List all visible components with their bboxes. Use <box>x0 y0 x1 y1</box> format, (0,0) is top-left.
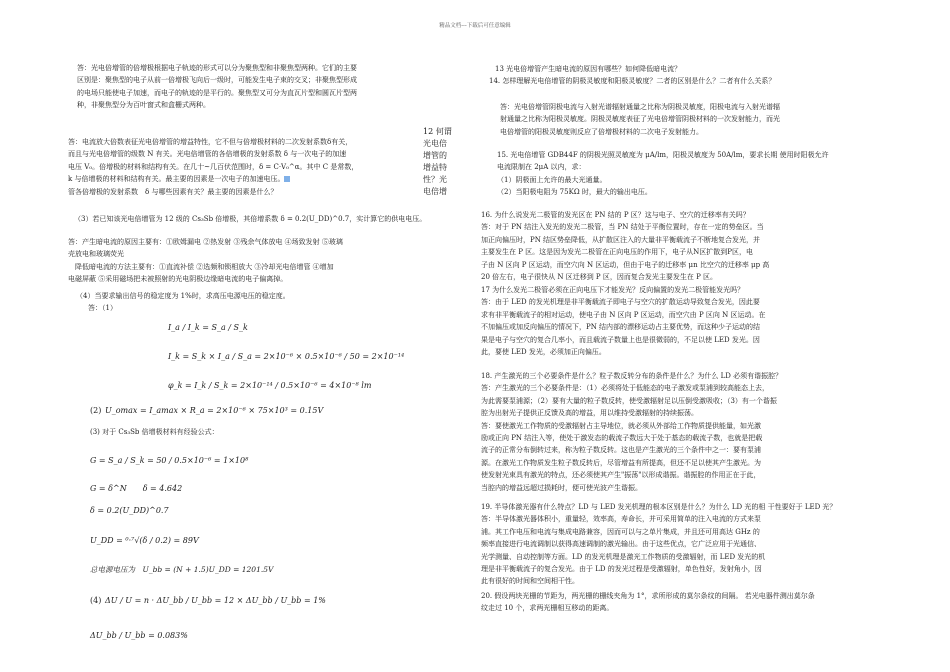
text-line <box>68 173 418 185</box>
text-line: 当腔内的增益远超过损耗时，便可使光波产生谐振。 <box>481 483 642 492</box>
text-line: 答：光电倍增管阴极电流与入射光谱辐射通量之比称为阴极灵敏度，阳极电流与入射光谱辐 <box>500 103 780 111</box>
page-header: 精品文档---下载后可任意编辑 <box>439 23 511 29</box>
text-line: 主要发生在 P 区。这是因为发光二极管在正向电压的作用下，电子从N区扩散到P区，电 <box>481 248 753 257</box>
text-line: 光学测量、自动控制等方面。LD 的发光机理是激光工作物质的受激辐射，而 LED 发光的机 <box>481 552 766 561</box>
left-intro <box>77 62 477 112</box>
text-line: 答：（1） <box>88 304 117 313</box>
text-line: 答：产生激光的三个必要条件是：（1）必须将处于低能态的电子激发或泵浦到较高能态上去， <box>481 384 769 393</box>
q3-text <box>74 213 464 225</box>
text-line: 答：要使激光工作物质的受激辐射占主导地位，就必须从外部给工作物质提供能量，如光激 <box>481 421 761 430</box>
text-line: k 与倍增极的材料和结构有关。最主要的因素是一次电子的加速电压。 <box>68 175 285 184</box>
question-16 <box>481 209 885 283</box>
text-line: 为此需要泵浦源；（2）要有大量的粒子数反转，使受激辐射足以压倒受激吸收；（3）有一个谐振 <box>481 396 777 405</box>
equation-3: φ_k = I_k / S_k = 2×10⁻¹⁴ / 0.5×10⁻⁶ = 4×10⁻⁸ lm <box>168 381 372 390</box>
text-line: 种，非聚焦型分为百叶窗式和盒栅式两种。 <box>77 101 210 110</box>
text-line: 降低暗电流的方法主要有：①直流补偿 ②选频和锁相放大 ③冷却光电倍增管 ④增加 <box>68 262 334 271</box>
text-line: （4）当要求输出信号的稳定度为 1%时，求高压电源电压的稳定度。 <box>76 292 290 300</box>
question-18 <box>481 370 885 494</box>
text-line: 腔为出射光子提供正反馈及高的增益，用以维持受激辐射的持续振荡。 <box>481 409 698 418</box>
text-line: （2）当阳极电阻为 75KΩ 时，最大的输出电压。 <box>497 188 652 197</box>
question-14: 14. 怎样理解光电倍增管的阴极灵敏度和阳极灵敏度？二者的区别是什么？二者有什么关系？ <box>489 77 776 86</box>
text-line: 此，要使 LED 发光，必须加正向偏压。 <box>481 348 606 357</box>
equation-8: δ = 0.2(U_DD)^0.7 <box>90 506 169 515</box>
dark-current-answer <box>68 236 468 286</box>
text-line: 性？光 <box>423 175 447 184</box>
text-line: 答：半导体激光器体积小，重量轻，效率高，寿命长，并可采用简单的注入电流的方式来泵 <box>481 515 761 524</box>
text-line: 光电倍 <box>423 139 447 148</box>
text-line: 增益特 <box>423 163 447 172</box>
text-line: 理是非平衡载流子的复合发光。由于 LD 的发光过程是受激辐射，单色性好，发射角小，因 <box>481 565 762 574</box>
q4-text <box>76 290 456 315</box>
text-line: 流子的正常分布倒转过来，称为粒子数反转。这也是产生激光的三个条件中之一：要有泵浦 <box>481 446 761 455</box>
equation-7: G = δ^N δ = 4.642 <box>90 484 183 493</box>
text-line: （3）若已知该光电倍增管为 12 级的 Cs₃Sb 倍增极，其倍增系数 δ = 0.2(U_DD)^0.7，实计算它的供电电压。 <box>74 215 427 223</box>
question-17 <box>481 284 885 358</box>
text-line: 电压 V₀。倍增极的材料和结构有关。在几十~几百伏范围时，δ = C·V₀^α。其中 C 是常数， <box>68 162 359 171</box>
question-19 <box>481 501 885 588</box>
text-line: 励或正向 PN 结注入等，使处于激发态的载流子数远大于处于基态的载流子数，也就是把载 <box>481 434 763 443</box>
equation-2: I_k = S_k × I_a / S_a = 2×10⁻⁶ × 0.5×10⁻⁶ / 50 = 2×10⁻¹⁴ <box>168 352 405 361</box>
text-line: 19. 半导体激光器有什么特点？LD 与 LED 发光机理的根本区别是什么？为什么 LD 光的相 干性要好于 LED 光？ <box>481 503 837 511</box>
text-line: 答：产生暗电流的原因主要有：①欧姆漏电 ②热发射 ③残余气体放电 ④场致发射 ⑤玻璃 <box>68 238 343 246</box>
text-line: 答：对于 PN 结注入发光的发光二极管，当 PN 结处于平衡位置时，存在一定的势垒区。当 <box>481 223 764 232</box>
equation-12: ΔU_bb / U_bb = 0.083% <box>90 631 188 640</box>
text-line: 增管的 <box>423 151 447 160</box>
text-line: 答：光电倍增管的倍增极根据电子轨迹的形式可以分为聚焦型和非聚焦型两种。它们的主要 <box>77 64 357 72</box>
text-line: 电流限制在 2μA 以内，求： <box>497 163 586 172</box>
text-line: 此有很好的时间和空间相干性。 <box>481 577 579 586</box>
equation-11: ΔU / U = n · ΔU_bb / U_bb = 12 × ΔU_bb / U_bb = 1% <box>105 596 326 605</box>
text-line: 求有非平衡载流子的相对运动，使电子由 N 区向 P 区运动，而空穴由 P 区向 N 区运动。在 <box>481 310 766 319</box>
text-line: 纹走过 10 个，求两光栅相互移动的距离。 <box>481 604 614 613</box>
text-line: 源。在激光工作物质发生粒子数反转后，尽管增益有所提高，但还不足以使其产生激光。为 <box>481 458 761 467</box>
text-line: 18. 产生激光的三个必要条件是什么？粒子数反转分布的条件是什么？为什么 LD 必须有谐振腔？ <box>481 372 783 380</box>
text-line: 电倍增 <box>423 187 447 196</box>
text-line: 12 何谓 <box>423 127 452 136</box>
text-line: 20. 假设两块光栅的节距为，两光栅的栅线夹角为 1°，求所形成的莫尔条纹的间隔。 若光电器件测出莫尔条 <box>481 592 815 600</box>
text-line: 浦。其工作电压和电流与集成电路兼容，因而可以与之单片集成，并且还可用高达 GHz 的 <box>481 527 760 536</box>
equation-4-label: (2) <box>90 406 102 415</box>
text-line: 16. 为什么说发光二极管的发光区在 PN 结的 P 区？这与电子、空穴的迁移率有关吗？ <box>481 211 750 219</box>
equation-9: U_DD = ⁰·⁷√(δ / 0.2) = 89V <box>90 536 199 545</box>
text-line: 15. 光电倍增管 GDB44F 的阴极光照灵敏度为 μA/lm，阳极灵敏度为 50A/lm，要求长期 使用时阳极允许 <box>497 151 829 159</box>
text-line: 加正向偏压时，PN 结区势垒降低，从扩散区注入的大量非平衡载流子不断地复合发光，并 <box>481 235 761 244</box>
text-line: 壳放电和玻璃荧光 <box>68 250 124 259</box>
text-line: 17 为什么发光二极管必须在正向电压下才能发光？反向偏置的发光二极管能发光吗？ <box>481 286 745 294</box>
equation-5-label: (3) 对于 Cs₃Sb 倍增极材料有经验公式： <box>90 428 219 436</box>
right-column <box>481 63 885 88</box>
text-line: 频率直接进行电流调制以获得高速调制的激光输出。由于这些优点，它广泛应用于光通信、 <box>481 540 761 549</box>
text-line: 电磁屏蔽 ⑤采用磁场把未被照射的光电阴极边缘暗电流的电子偏离掉。 <box>68 275 288 284</box>
gain-answer <box>68 136 418 198</box>
text-line: 答：电流放大倍数表征光电倍增管的增益特性，它不但与倍增极材料的二次发射系数δ有关， <box>68 138 353 146</box>
equation-1: I_a / I_k = S_a / S_k <box>168 323 248 332</box>
text-line: 使发射光束具有激光的特点，还必须使其产生"振荡"以形成谐振。谐振腔的作用正在于此， <box>481 471 761 480</box>
text-line: 答：由于 LED 的发光机理是非平衡载流子即电子与空穴的扩散运动导致复合发光，因此要 <box>481 298 760 307</box>
text-line: 20 倍左右，电子很快从 N 区迁移到 P 区，因而复合发光主要发生在 P 区。 <box>481 273 718 282</box>
text-line: 的电场只能使电子加速，而电子的轨迹的是平行的。聚焦型又可分为直瓦片型和圆瓦片型两 <box>77 88 357 97</box>
question-13: 13 光电倍增管产生暗电流的原因有哪些？如何降低暗电流？ <box>495 65 682 73</box>
text-line: （1）阴极面上允许的最大光通量。 <box>497 175 607 184</box>
highlight-marker <box>284 176 290 182</box>
question-text: 管各倍增极的发射系数 δ 与哪些因素有关？最主要的因素是什么？ <box>68 187 278 196</box>
equation-6: G = S_a / S_k = 50 / 0.5×10⁻⁶ = 1×10⁸ <box>90 456 249 465</box>
equation-10: 总电源电压为 U_bb = (N + 1.5)U_DD = 1201.5V <box>90 565 274 574</box>
question-20 <box>481 590 885 615</box>
text-line: 电倍增管的阳极灵敏度则反应了倍增极材料的二次电子发射能力。 <box>500 127 703 136</box>
text-line: 不加偏压或加反向偏压的情况下，PN 结内部的漂移运动占主要优势，而这种少子运动的结 <box>481 323 761 332</box>
equation-4: U_omax = I_amax × R_a = 2×10⁻⁶ × 75×10³ = 0.15V <box>105 406 324 415</box>
side-question <box>423 126 459 198</box>
answer-14 <box>500 101 885 138</box>
question-15 <box>497 149 885 199</box>
text-line: 射通量之比称为阳极灵敏度。阴极灵敏度表征了光电倍增管阴极材料的一次发射能力，而光 <box>500 115 780 124</box>
equation-11-label: (4) <box>90 596 102 605</box>
text-line: 子由 N 区向 P 区运动，而空穴向 N 区运动，但由于电子的迁移率 μn 比空穴的迁移率 μp 高 <box>481 260 770 269</box>
text-line: 果是电子与空穴的复合几率小，而且载流子数量上也是很微弱的，不足以使 LED 发光。因 <box>481 335 760 344</box>
text-line: 区别是：聚焦型的电子从前一倍增极飞向后一级时，可能发生电子束的交叉；非聚焦型形成 <box>77 76 357 85</box>
text-line: 而且与光电倍增管的级数 N 有关。光电倍增管的各倍增极的发射系数 δ 与一次电子的加速 <box>68 150 347 159</box>
